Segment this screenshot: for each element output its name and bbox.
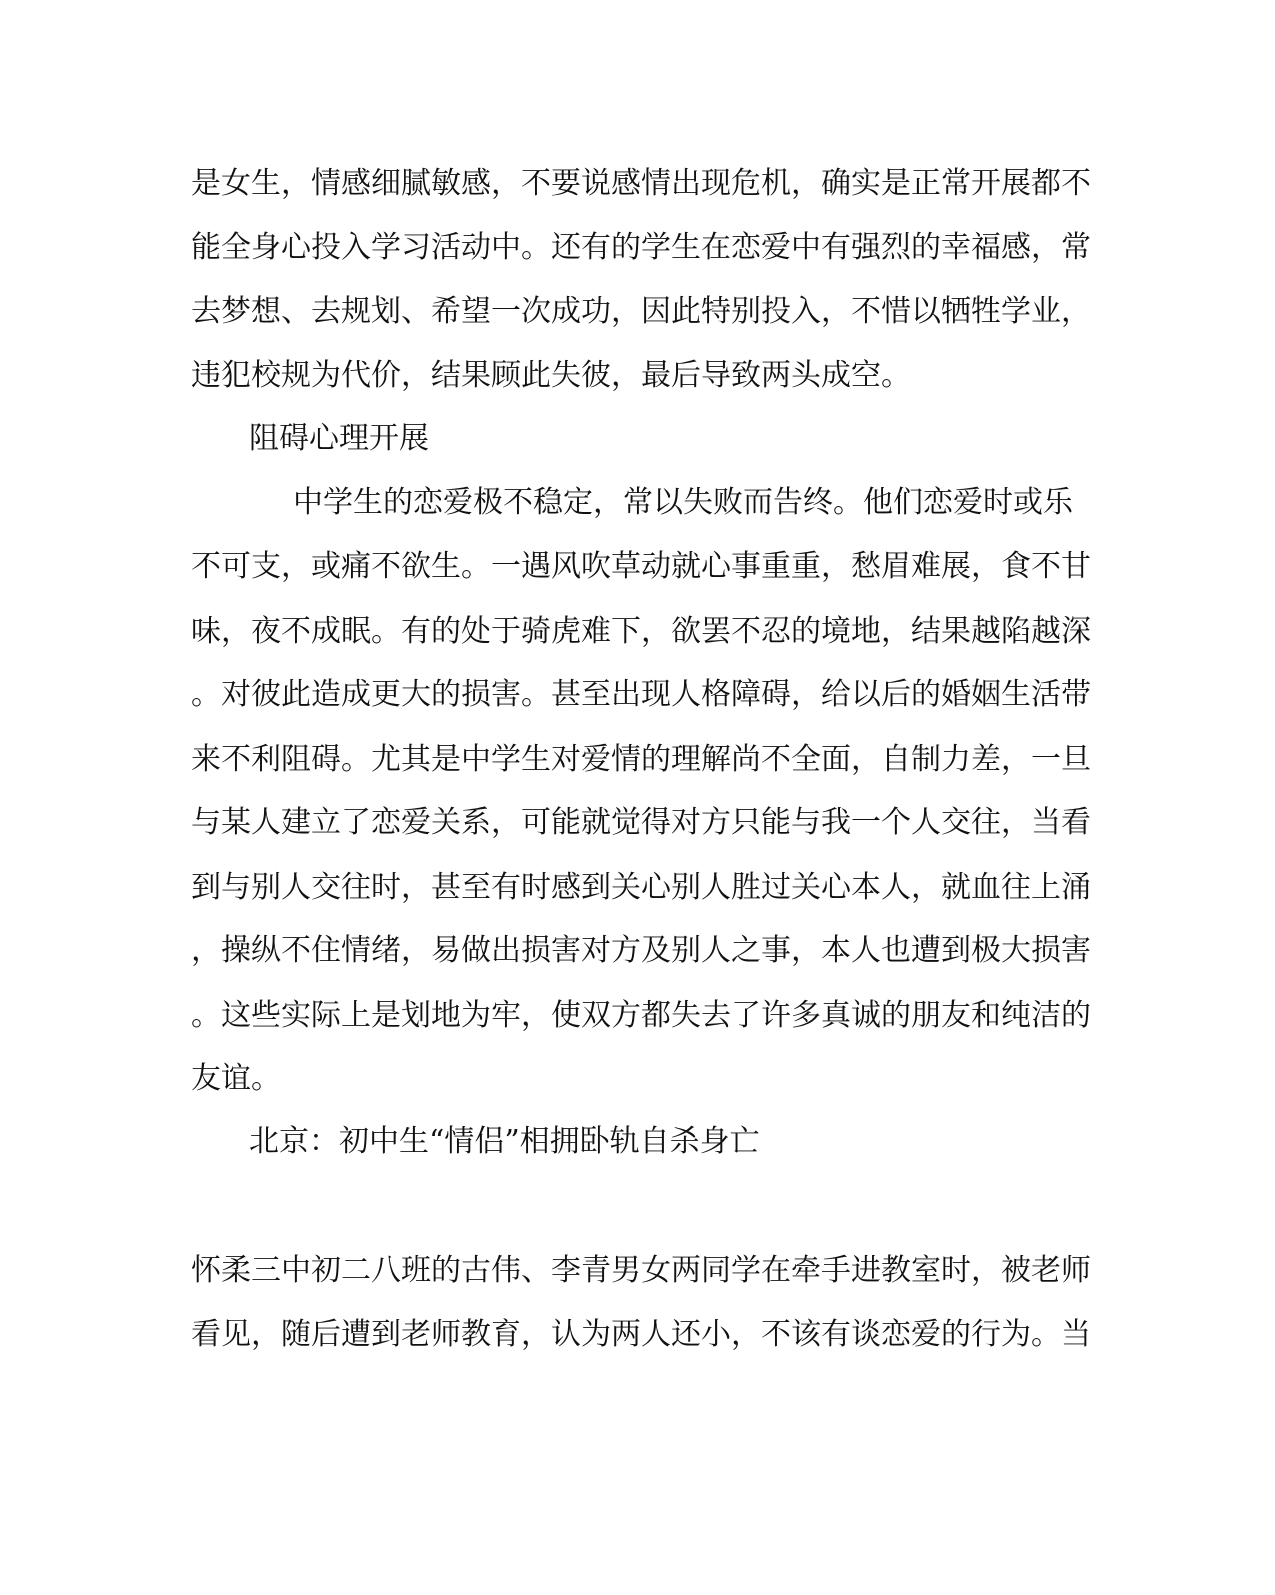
paragraph-2-line-10: 友谊。 xyxy=(191,1061,281,1096)
paragraph-2-line-4: 。对彼此造成更大的损害。甚至出现人格障碍，给以后的婚姻生活带 xyxy=(191,677,1091,712)
paragraph-2-line-5: 来不利阻碍。尤其是中学生对爱情的理解尚不全面，自制力差，一旦 xyxy=(191,742,1091,777)
paragraph-1-line-4: 违犯校规为代价，结果顾此失彼，最后导致两头成空。 xyxy=(191,358,911,393)
paragraph-3-line-2: 看见，随后遭到老师教育，认为两人还小，不该有谈恋爱的行为。当 xyxy=(191,1317,1091,1352)
paragraph-1-line-3: 去梦想、去规划、希望一次成功，因此特别投入，不惜以牺牲学业， xyxy=(191,294,1091,329)
paragraph-2-line-8: ，操纵不住情绪，易做出损害对方及别人之事，本人也遭到极大损害 xyxy=(191,933,1091,968)
paragraph-2-line-9: 。这些实际上是划地为牢，使双方都失去了许多真诚的朋友和纯洁的 xyxy=(191,998,1091,1033)
paragraph-2-line-1: 中学生的恋爱极不稳定，常以失败而告终。他们恋爱时或乐 xyxy=(293,485,1073,520)
paragraph-1-line-2: 能全身心投入学习活动中。还有的学生在恋爱中有强烈的幸福感，常 xyxy=(191,230,1091,265)
paragraph-2-line-7: 到与别人交往时，甚至有时感到关心别人胜过关心本人，就血往上涌 xyxy=(191,870,1091,905)
paragraph-2-line-3: 味，夜不成眠。有的处于骑虎难下，欲罢不忍的境地，结果越陷越深 xyxy=(191,614,1091,649)
paragraph-2-line-2: 不可支，或痛不欲生。一遇风吹草动就心事重重，愁眉难展，食不甘 xyxy=(191,549,1091,584)
section-heading-2: 北京：初中生“情侣”相拥卧轨自杀身亡 xyxy=(249,1124,760,1159)
section-heading-1: 阻碍心理开展 xyxy=(249,421,429,456)
paragraph-2-line-6: 与某人建立了恋爱关系，可能就觉得对方只能与我一个人交往，当看 xyxy=(191,805,1091,840)
paragraph-1-line-1: 是女生，情感细腻敏感，不要说感情出现危机，确实是正常开展都不 xyxy=(191,166,1091,201)
paragraph-3-line-1: 怀柔三中初二八班的古伟、李青男女两同学在牵手进教室时，被老师 xyxy=(191,1253,1091,1288)
